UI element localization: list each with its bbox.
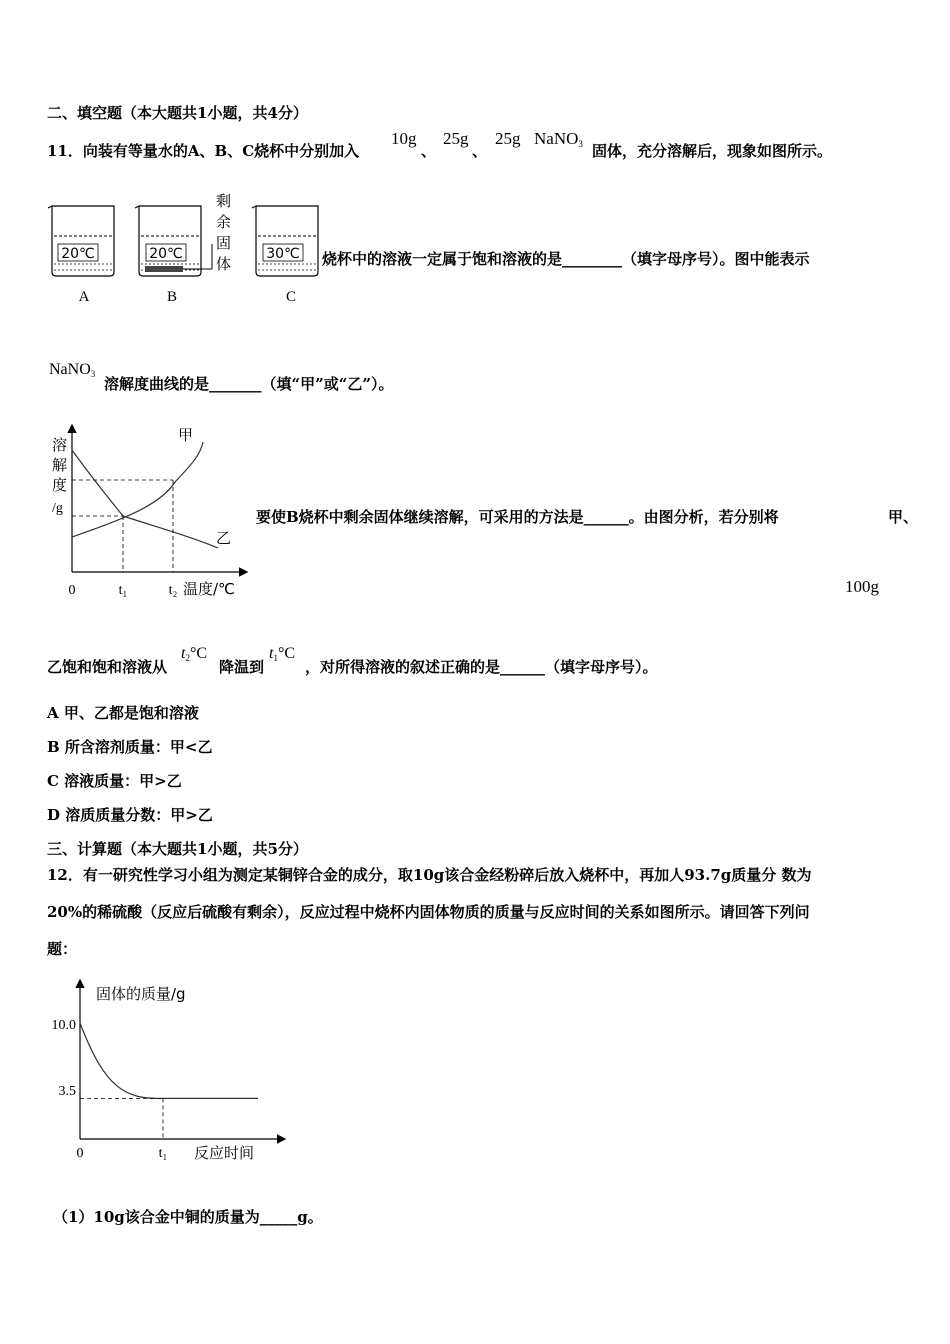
curve-jia-label: 甲 — [178, 426, 194, 444]
ylabel-2: 解 — [52, 456, 68, 474]
mass-chart-xlabel: 反应时间 — [194, 1144, 255, 1162]
q12-line3: 题： — [47, 940, 78, 958]
option-b: B 所含溶剂质量：甲<乙 — [47, 738, 213, 756]
mass-chart-ylabel: 固体的质量/g — [96, 985, 186, 1003]
mass-100g: 100g — [845, 577, 879, 596]
t1-tick: t₁ — [118, 583, 128, 598]
ylabel-1: 溶 — [52, 436, 68, 454]
mass-chart — [40, 975, 300, 1170]
curve-yi — [72, 450, 218, 548]
amount-a: 10g — [391, 129, 417, 148]
residue-solid — [145, 266, 183, 272]
amount-c: 25g — [495, 129, 521, 148]
beaker-a-temp: 20℃ — [61, 246, 95, 262]
q11-line5-prefix: 乙饱和饱和溶液从 — [47, 658, 168, 676]
residue-label-4: 体 — [216, 255, 232, 273]
q12-line1: 12．有一研究性学习小组为测定某铜锌合金的成分，取10g该合金经粉碎后放入烧杯中，再加人93.7g质量分 数为 — [47, 866, 812, 884]
sep2: 、 — [472, 142, 488, 160]
beaker-c-label: C — [285, 289, 297, 305]
cool-to: 降温到 — [219, 658, 265, 676]
q11-line3: 溶解度曲线的是_______（填“甲”或“乙”）。 — [104, 375, 394, 393]
curve-yi-label: 乙 — [216, 529, 232, 547]
ylabel-3: 度 — [52, 476, 68, 494]
residue-label-1: 剩 — [216, 192, 232, 210]
amount-b: 25g — [443, 129, 469, 148]
q12-sub1: （1）10g该合金中铜的质量为_____g。 — [53, 1208, 323, 1226]
residue-label-3: 固 — [216, 234, 232, 252]
section2-heading: 二、填空题（本大题共1小题，共4分） — [47, 104, 308, 122]
option-a: A 甲、乙都是饱和溶液 — [47, 704, 199, 722]
graph-question: 要使B烧杯中剩余固体继续溶解，可采用的方法是______。由图分析，若分别将 — [256, 508, 779, 526]
beaker-question: 烧杯中的溶液一定属于饱和溶液的是________（填字母序号）。图中能表示 — [322, 250, 810, 268]
residue-label-2: 余 — [216, 213, 232, 231]
beaker-b-temp: 20℃ — [149, 246, 183, 262]
origin-label: 0 — [68, 583, 76, 598]
option-d: D 溶质质量分数：甲>乙 — [47, 806, 213, 824]
y-final-tick: 3.5 — [58, 1084, 76, 1099]
temp-t2: $t_2^\circ C$ — [181, 645, 208, 663]
jia-text: 甲、 — [888, 508, 919, 526]
solubility-chart — [40, 420, 255, 605]
formula-nano3: NaNO$_3$ — [534, 129, 583, 149]
temp-t1: $t_1^\circ C$ — [269, 645, 296, 663]
mass-t1-tick: t₁ — [158, 1146, 168, 1161]
mass-series — [80, 1023, 258, 1139]
t2-tick: t₂ — [168, 583, 178, 598]
beakers-figure — [40, 186, 330, 311]
section3-heading: 三、计算题（本大题共1小题，共5分） — [47, 840, 308, 858]
formula-nano3-2: NaNO$_3$ — [49, 361, 96, 379]
ylabel-4: /g — [52, 501, 63, 516]
q11-line1-prefix: 11．向装有等量水的A、B、C烧杯中分别加入 — [47, 142, 360, 160]
curve-jia — [72, 442, 203, 537]
q11-line5-suffix: ，对所得溶液的叙述正确的是______（填字母序号）。 — [305, 658, 658, 676]
q12-line2: 20%的稀硫酸（反应后硫酸有剩余），反应过程中烧杯内固体物质的质量与反应时间的关系如图所示。请回答下列问 — [47, 903, 810, 921]
mass-decay-curve — [80, 1023, 163, 1098]
beaker-c-temp: 30℃ — [266, 246, 300, 262]
q11-line1-suffix: 固体，充分溶解后，现象如图所示。 — [592, 142, 833, 160]
beaker-b-label: B — [166, 289, 178, 305]
y-top-tick: 10.0 — [51, 1018, 76, 1033]
sep1: 、 — [421, 142, 437, 160]
xlabel: 温度/℃ — [183, 580, 235, 598]
beaker-a-label: A — [78, 289, 90, 305]
mass-origin: 0 — [76, 1146, 84, 1161]
option-c: C 溶液质量：甲>乙 — [47, 772, 182, 790]
